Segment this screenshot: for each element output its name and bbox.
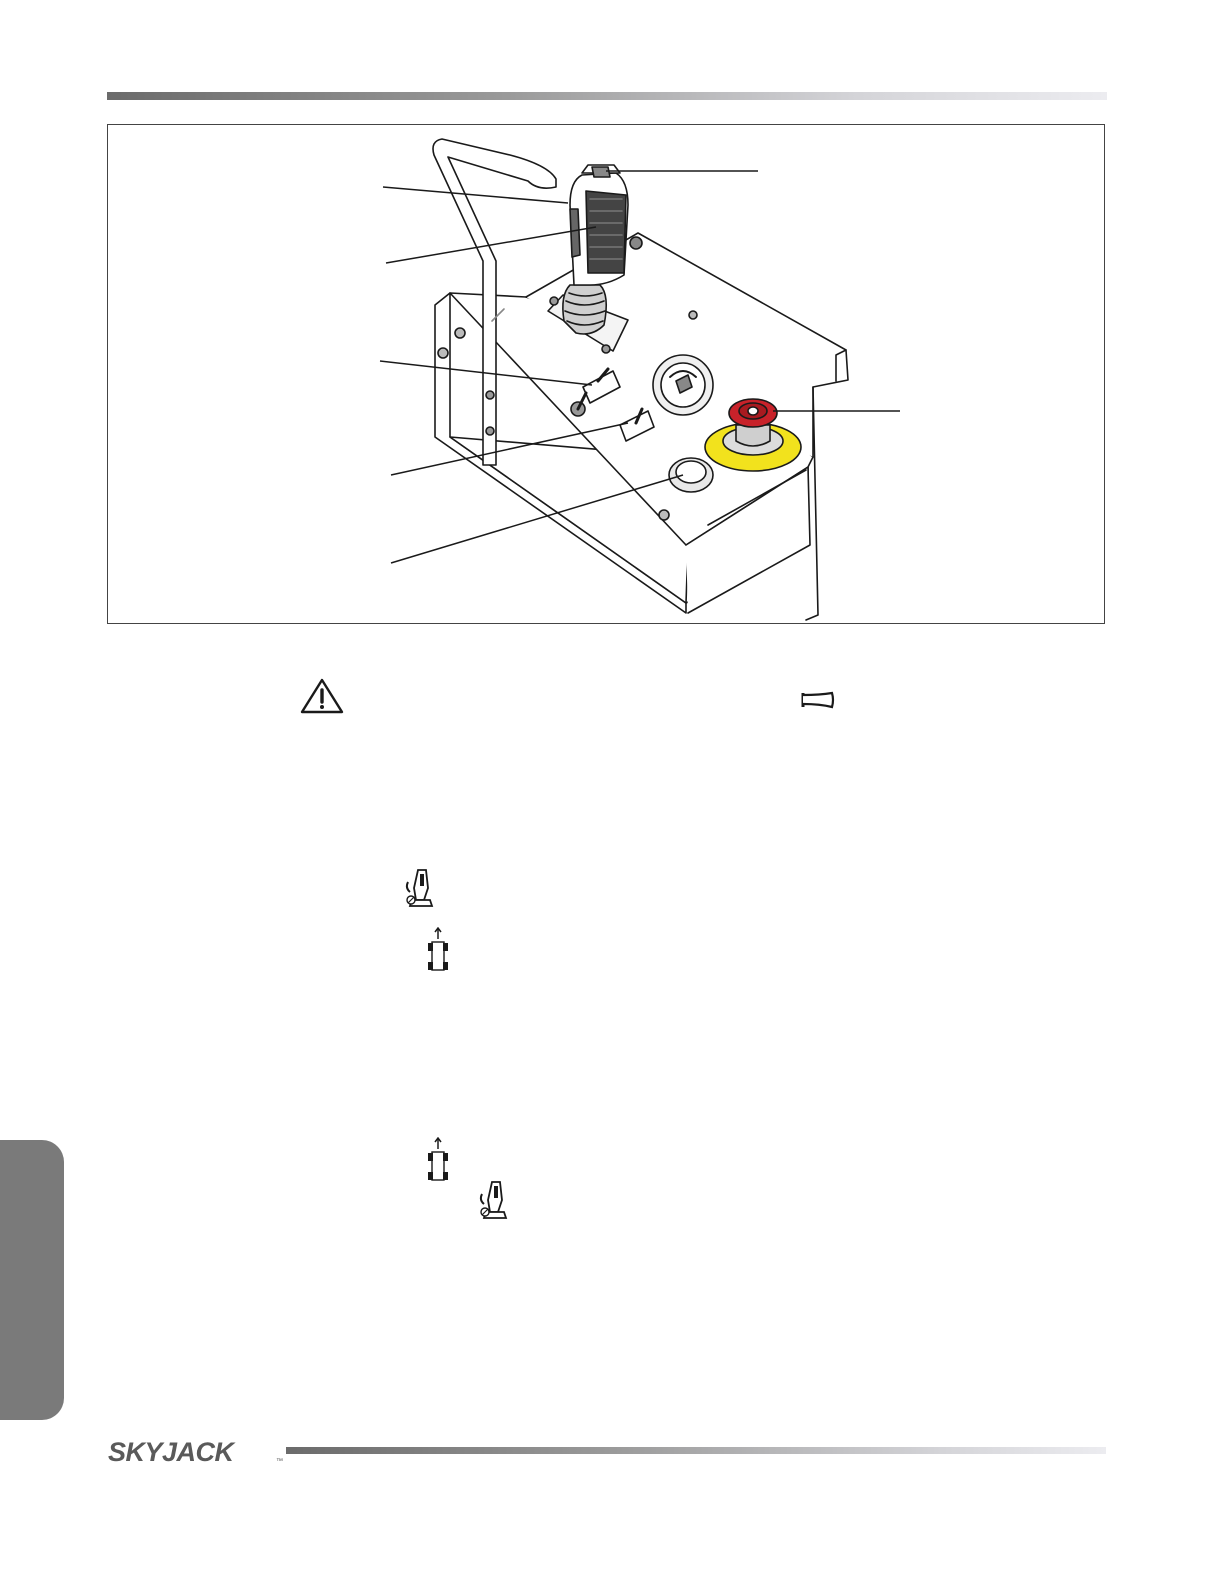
logo-trademark: ™	[276, 1458, 283, 1465]
enable-trigger-icon	[478, 1180, 508, 1220]
logo-text: SKYJACK	[108, 1437, 234, 1465]
footer-rule	[286, 1447, 1106, 1454]
control-console-figure	[107, 124, 1105, 624]
skyjack-logo	[108, 1437, 284, 1465]
enable-trigger-icon	[404, 868, 434, 908]
drive-mode-icon	[426, 927, 450, 973]
control-console-illustration	[108, 125, 1106, 625]
header-rule	[107, 92, 1107, 100]
horn-icon	[800, 690, 836, 710]
warning-triangle-icon	[299, 677, 345, 715]
section-side-tab	[0, 1140, 64, 1420]
drive-mode-icon	[426, 1137, 450, 1183]
